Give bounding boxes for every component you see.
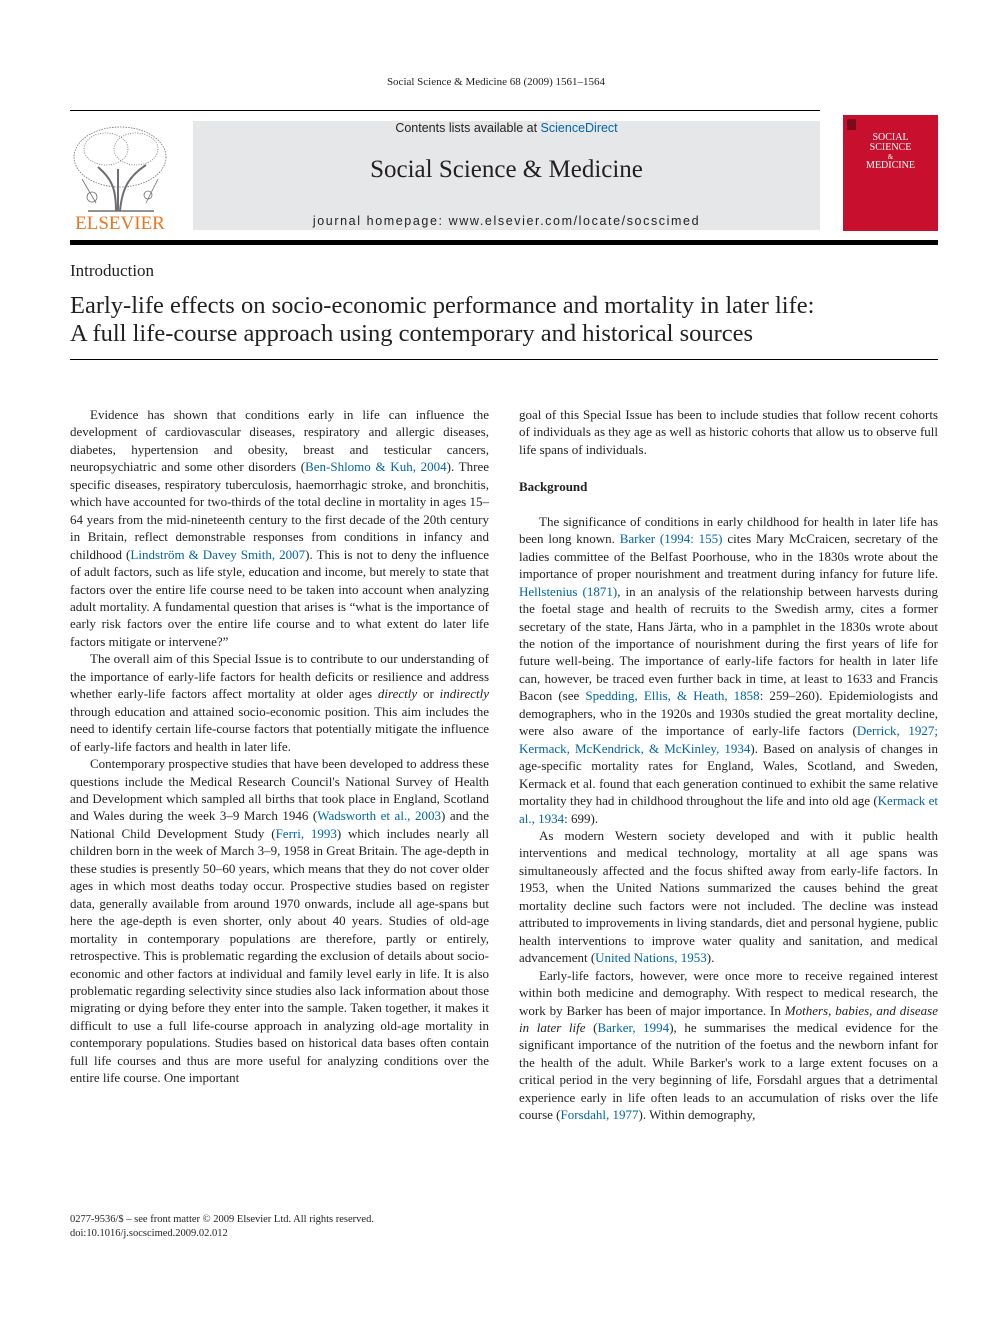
paragraph: Early-life factors, however, were once more to receive regained interest within both medicine and demography. With respect to medical research, the work by Barker has been of major importance. In Mothers, babies, and disease in later life (Barker, 1994), he summarises the medical evidence for the significant importance of the nutrition of the foetus and the newborn infant for the health of the adult. While Barker's work to a large extent focuses on a critical period in the very beginning of life, Forsdahl argues that a detrimental experience early in life often leads to an accumulation of risks over the life course (Forsdahl, 1977). Within demography, bbox=[519, 967, 938, 1123]
emphasis-text: directly bbox=[377, 686, 418, 702]
emphasis-text: indirectly bbox=[439, 686, 489, 702]
reference-link[interactable]: Forsdahl, 1977 bbox=[560, 1107, 639, 1123]
footer bbox=[70, 1213, 374, 1241]
svg-text:ELSEVIER: ELSEVIER bbox=[75, 213, 165, 232]
reference-link[interactable]: Barker (1994: 155) bbox=[619, 531, 723, 547]
elsevier-tree-icon bbox=[68, 119, 172, 232]
emphasis-text: Mothers, babies, and disease in later life bbox=[519, 1002, 938, 1035]
reference-link[interactable]: Lindström & Davey Smith, 2007 bbox=[130, 546, 306, 562]
reference-link[interactable]: Hellstenius (1871) bbox=[519, 583, 618, 599]
section-heading-background: Background bbox=[519, 479, 588, 495]
elsevier-logo[interactable] bbox=[68, 119, 172, 232]
paragraph: Evidence has shown that conditions early in life can influence the development of cardiovascular diseases, respiratory and allergic diseases, diabetes, hypertension and obesity, breast and testicular cancers, neuropsychiatric and some other disorders (Ben-Shlomo & Kuh, 2004). Three specific diseases, respiratory tuberculosis, haemorrhagic stroke, and bronchitis, which have accounted for two-thirds of the total decline in mortality in ages 15–64 years from the mid-nineteenth century to the first decade of the 20th century in Britain, reflect demonstrable responses from conditions in infancy and childhood (Lindström & Davey Smith, 2007). This is not to deny the influence of adult factors, such as life style, education and income, but merely to state that factors over the entire life course need to be taken into account when analyzing adult mortality. A fundamental question that arises is “what is the importance of early risk factors over the entire life course and to what extent do later life factors mitigate or intervene?” bbox=[70, 407, 489, 649]
paragraph: As modern Western society developed and with it public health interventions and medical technology, mortality at all age spans was simultaneously affected and the focus shifted away from early-life factors. In 1953, when the United Nations summarized the causes behind the great mortality decline such factors were not included. The decline was instead attributed to improvements in living standards, diet and personal hygiene, public health interventions to improve water quality and sanitation, and medical advancement (United Nations, 1953). bbox=[519, 827, 938, 966]
copyright-line: 0277-9536/$ – see front matter © 2009 Elsevier Ltd. All rights reserved. bbox=[70, 1214, 374, 1225]
title-line-1: Early-life effects on socio-economic performance and mortality in later life: bbox=[70, 292, 815, 319]
right-column bbox=[519, 406, 938, 1124]
cover-title: SOCIAL SCIENCE & MEDICINE bbox=[866, 132, 915, 171]
reference-link[interactable]: Barker, 1994 bbox=[597, 1019, 670, 1035]
journal-citation: Social Science & Medicine 68 (2009) 1561–1564 bbox=[386, 76, 606, 88]
journal-homepage-link[interactable]: journal homepage: www.elsevier.com/locate/socscimed bbox=[312, 214, 701, 228]
section-label: Introduction bbox=[70, 261, 155, 280]
reference-link[interactable]: Kermack et al., 1934 bbox=[519, 793, 938, 826]
paragraph: The overall aim of this Special Issue is to contribute to our understanding of the importance of early-life factors for health deficits or resilience and address whether early-life factors affect mortality at older ages directly or indirectly through education and attained socio-economic position. This aim includes the need to identify certain life-course factors that potentially mitigate the influence of early-life factors and health in later life. bbox=[70, 651, 489, 754]
paragraph: Contemporary prospective studies that have been developed to address these questions include the Medical Research Council's National Survey of Health and Development which sampled all births that took place in England, Scotland and Wales during the week 3–9 March 1946 (Wadsworth et al., 2003) and the National Child Development Study (Ferri, 1993) which includes nearly all children born in the week of March 3–9, 1958 in Great Britain. The age-depth in these studies is presently 50–60 years, which means that they do not cover older ages in which most deaths today occur. Prospective studies based on register data, generally available from around 1970 onwards, include all age-spans but here the age-depth is even shorter, only about 40 years. Studies of old-age mortality in contemporary populations are therefore, partly or entirely, retrospective. This is problematic regarding the exclusion of details about socio-economic and other factors at individual and family level early in life. It is also problematic regarding selectivity since studies also lack information about those migrating or dying before they enter into the sample. Taken together, it makes it difficult to use a full life-course approach in analyzing old-age mortality in contemporary populations. Studies based on historical data bases often contain full life courses and thus are more useful for analyzing conditions over the entire life course. One important bbox=[70, 756, 490, 1086]
sciencedirect-link[interactable]: ScienceDirect bbox=[540, 121, 618, 135]
reference-link[interactable]: Ben-Shlomo & Kuh, 2004 bbox=[305, 459, 447, 475]
paragraph: The significance of conditions in early childhood for health in later life has been long known. Barker (1994: 155) cites Mary McCraicen, secretary of the ladies committee of the Belfast Poorhouse, who in the 1830s wrote about the importance of proper nourishment and treatment during infancy for future life. Hellstenius (1871), in an analysis of the relationship between harvests during the foetal stage and health of recruits to the Swedish army, cites a former secretary of the state, Hans Järta, who in a pamphlet in the 1830s wrote about the notion of the importance of nourishment during the first years of life for future well-being. The importance of early-life factors for health in later life can, however, be traced even further back in time, at least to 1633 and Francis Bacon (see Spedding, Ellis, & Heath, 1858: 259–260). Epidemiologists and demographers, who in the 1920s and 1930s studied the great mortality decline, were also aware of the importance of early-life factors (Derrick, 1927; Kermack, McKendrick, & McKinley, 1934). Based on analysis of changes in age-specific mortality rates for England, Wales, Scotland, and Sweden, Kermack et al. found that each generation continued to exhibit the same relative mortality they had in childhood throughout the life and into old age (Kermack et al., 1934: 699). bbox=[519, 513, 939, 826]
reference-link[interactable]: Wadsworth et al., 2003 bbox=[317, 808, 441, 824]
reference-link[interactable]: United Nations, 1953 bbox=[595, 950, 707, 966]
title-rule bbox=[70, 359, 938, 360]
contents-line bbox=[193, 121, 820, 135]
title-line-2: A full life-course approach using contemporary and historical sources bbox=[70, 320, 754, 347]
article-title bbox=[70, 292, 938, 348]
left-column bbox=[70, 406, 489, 1087]
paragraph-continuation: goal of this Special Issue has been to include studies that follow recent cohorts of individuals as they age as well as historic cohorts that allow us to observe full life spans of individuals. bbox=[519, 407, 938, 457]
journal-title: Social Science & Medicine bbox=[370, 156, 643, 183]
header-rule bbox=[70, 110, 820, 111]
reference-link[interactable]: Ferri, 1993 bbox=[275, 825, 337, 841]
reference-link[interactable]: Spedding, Ellis, & Heath, 1858 bbox=[585, 688, 760, 704]
contents-prefix: Contents lists available at bbox=[395, 121, 541, 135]
reference-link[interactable]: Derrick, 1927; Kermack, McKendrick, & McKinley, 1934 bbox=[519, 723, 939, 756]
doi-line: doi:10.1016/j.socscimed.2009.02.012 bbox=[70, 1228, 228, 1239]
header-thick-rule bbox=[70, 240, 938, 245]
